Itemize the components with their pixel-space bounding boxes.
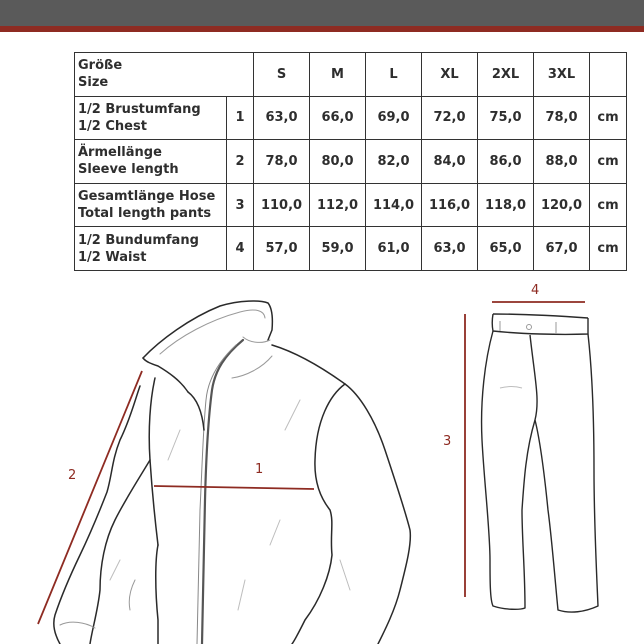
pants-drawing-icon — [482, 314, 598, 612]
value-cell: 61,0 — [366, 227, 422, 271]
value-cell: 59,0 — [310, 227, 366, 271]
value-cell: 114,0 — [366, 183, 422, 227]
header-accent-stripe — [0, 26, 644, 32]
size-col-3xl: 3XL — [534, 53, 590, 97]
chest-measure-label: 1 — [255, 462, 264, 477]
row-label-de: 1/2 Brustumfang — [78, 101, 201, 117]
size-col-xl: XL — [422, 53, 478, 97]
value-cell: 63,0 — [254, 96, 310, 140]
pants-length-measure-label: 3 — [443, 434, 452, 449]
row-label-en: Total length pants — [78, 206, 212, 222]
value-cell: 112,0 — [310, 183, 366, 227]
measure-lines — [38, 302, 585, 624]
unit-cell: cm — [590, 227, 627, 271]
table-header-row — [75, 53, 627, 97]
size-col-s: S — [254, 53, 310, 97]
value-cell: 118,0 — [478, 183, 534, 227]
size-header-de: Größe — [78, 58, 123, 74]
size-header-cell — [75, 53, 254, 97]
sleeve-measure-label: 2 — [68, 468, 77, 483]
size-header-en: Size — [78, 75, 109, 91]
unit-col-header — [590, 53, 627, 97]
value-cell: 66,0 — [310, 96, 366, 140]
value-cell: 57,0 — [254, 227, 310, 271]
waist-measure-label: 4 — [531, 283, 540, 298]
row-label-en: 1/2 Chest — [78, 118, 147, 134]
row-number: 3 — [227, 183, 254, 227]
value-cell: 65,0 — [478, 227, 534, 271]
unit-cell: cm — [590, 140, 627, 184]
size-chart-table — [74, 52, 627, 271]
value-cell: 120,0 — [534, 183, 590, 227]
row-number: 2 — [227, 140, 254, 184]
value-cell: 110,0 — [254, 183, 310, 227]
value-cell: 78,0 — [534, 96, 590, 140]
chest-measure-line — [154, 486, 314, 489]
size-col-l: L — [366, 53, 422, 97]
value-cell: 116,0 — [422, 183, 478, 227]
jacket-pants-drawing — [0, 280, 644, 644]
unit-cell: cm — [590, 183, 627, 227]
row-label — [75, 140, 227, 184]
garment-illustration — [0, 280, 644, 644]
row-label-de: Gesamtlänge Hose — [78, 189, 216, 205]
table-row — [75, 183, 627, 227]
value-cell: 80,0 — [310, 140, 366, 184]
table-row — [75, 227, 627, 271]
row-label-de: 1/2 Bundumfang — [78, 232, 199, 248]
row-number: 1 — [227, 96, 254, 140]
table-row — [75, 96, 627, 140]
value-cell: 67,0 — [534, 227, 590, 271]
value-cell: 69,0 — [366, 96, 422, 140]
value-cell: 78,0 — [254, 140, 310, 184]
jacket-drawing-icon — [54, 301, 411, 644]
value-cell: 72,0 — [422, 96, 478, 140]
value-cell: 84,0 — [422, 140, 478, 184]
row-number: 4 — [227, 227, 254, 271]
row-label — [75, 183, 227, 227]
row-label — [75, 227, 227, 271]
value-cell: 88,0 — [534, 140, 590, 184]
value-cell: 82,0 — [366, 140, 422, 184]
size-col-2xl: 2XL — [478, 53, 534, 97]
value-cell: 75,0 — [478, 96, 534, 140]
row-label-de: Ärmellänge — [78, 145, 162, 161]
sleeve-measure-line — [38, 371, 142, 624]
header-bar — [0, 0, 644, 26]
size-col-m: M — [310, 53, 366, 97]
row-label — [75, 96, 227, 140]
row-label-en: Sleeve length — [78, 162, 179, 178]
table-row — [75, 140, 627, 184]
row-label-en: 1/2 Waist — [78, 249, 147, 265]
unit-cell: cm — [590, 96, 627, 140]
value-cell: 63,0 — [422, 227, 478, 271]
value-cell: 86,0 — [478, 140, 534, 184]
